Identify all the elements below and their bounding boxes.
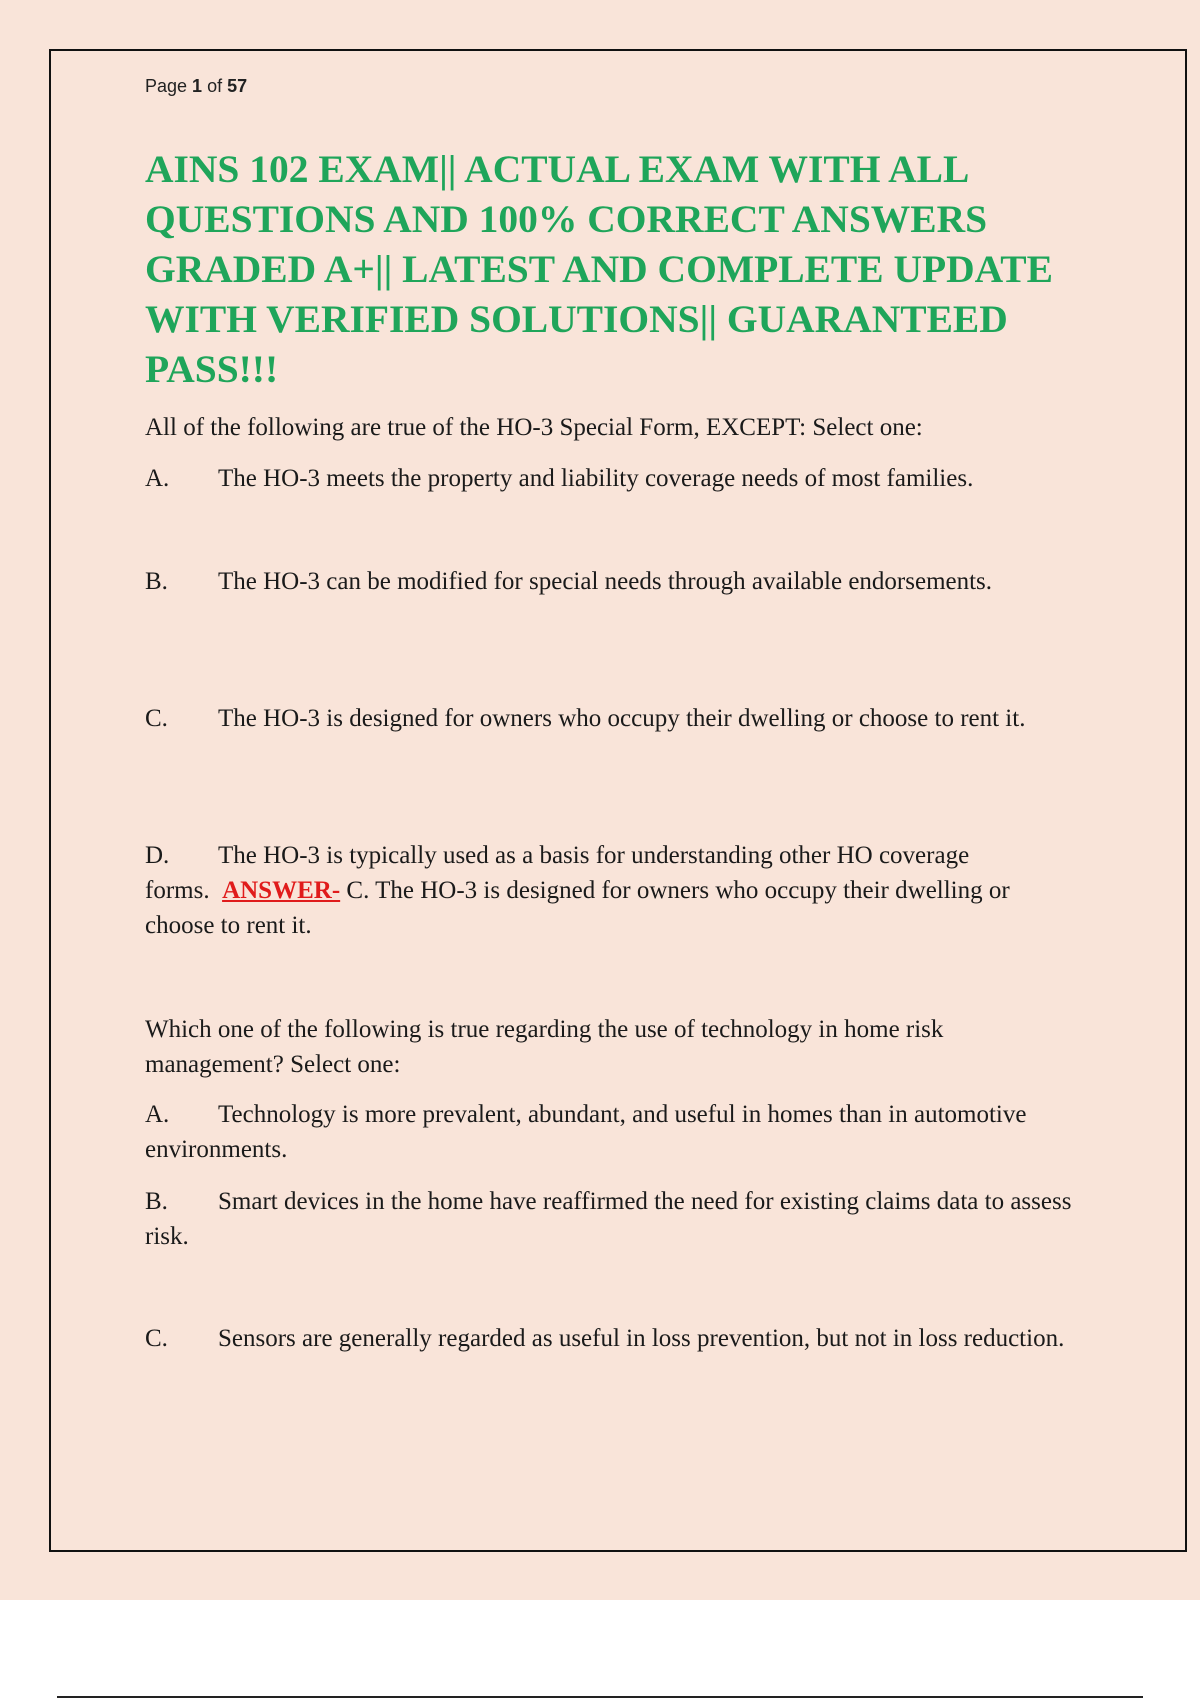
option-letter: C. [145, 1325, 168, 1352]
option-letter: D. [145, 842, 170, 869]
page-total: 57 [227, 76, 248, 96]
answer-marker: ANSWER- [222, 877, 341, 904]
page-number-separator: of [202, 76, 228, 96]
question-2-prompt: Which one of the following is true regarding the use of technology in home risk management? Select one: [145, 1016, 944, 1078]
page-current: 1 [192, 76, 203, 96]
option-letter: A. [145, 1101, 170, 1128]
option-text: The HO-3 is typically used as a basis for understanding other HO coverage forms. [145, 842, 970, 904]
option-letter: B. [145, 568, 168, 595]
option-text: Sensors are generally regarded as useful in loss prevention, but not in loss reduction. [218, 1325, 1065, 1352]
page-number-prefix: Page [145, 76, 193, 96]
question-1-option-a [145, 461, 1085, 496]
option-text: Smart devices in the home have reaffirmed the need for existing claims data to assess risk. [145, 1188, 1072, 1250]
option-text: The HO-3 can be modified for special needs through available endorsements. [218, 568, 993, 595]
option-text: The HO-3 meets the property and liability coverage needs of most families. [218, 465, 974, 492]
question-1-prompt: All of the following are true of the HO-3 Special Form, EXCEPT: Select one: [145, 414, 923, 441]
question-2-option-a [145, 1097, 1085, 1167]
question-1-option-c [145, 701, 1085, 736]
document-title: AINS 102 EXAM|| ACTUAL EXAM WITH ALL QUESTIONS AND 100% CORRECT ANSWERS GRADED A+|| LATEST AND COMPLETE UPDATE WITH VERIFIED SOLUTIONS|| GUARANTEED PASS!!! [145, 147, 1053, 391]
question-1-option-d [145, 838, 1085, 943]
bottom-divider [57, 1696, 1143, 1698]
question-2-option-c [145, 1321, 1085, 1356]
option-letter: B. [145, 1188, 168, 1215]
option-letter: A. [145, 465, 170, 492]
question-1-option-b [145, 564, 1085, 599]
answer-text: C. The HO-3 is designed for owners who occupy their dwelling or choose to rent it. [145, 877, 1010, 939]
page-number [145, 76, 247, 97]
option-text: Technology is more prevalent, abundant, and useful in homes than in automotive environments. [145, 1101, 1027, 1163]
option-letter: C. [145, 705, 168, 732]
option-text: The HO-3 is designed for owners who occupy their dwelling or choose to rent it. [218, 705, 1026, 732]
question-2-option-b [145, 1184, 1085, 1254]
